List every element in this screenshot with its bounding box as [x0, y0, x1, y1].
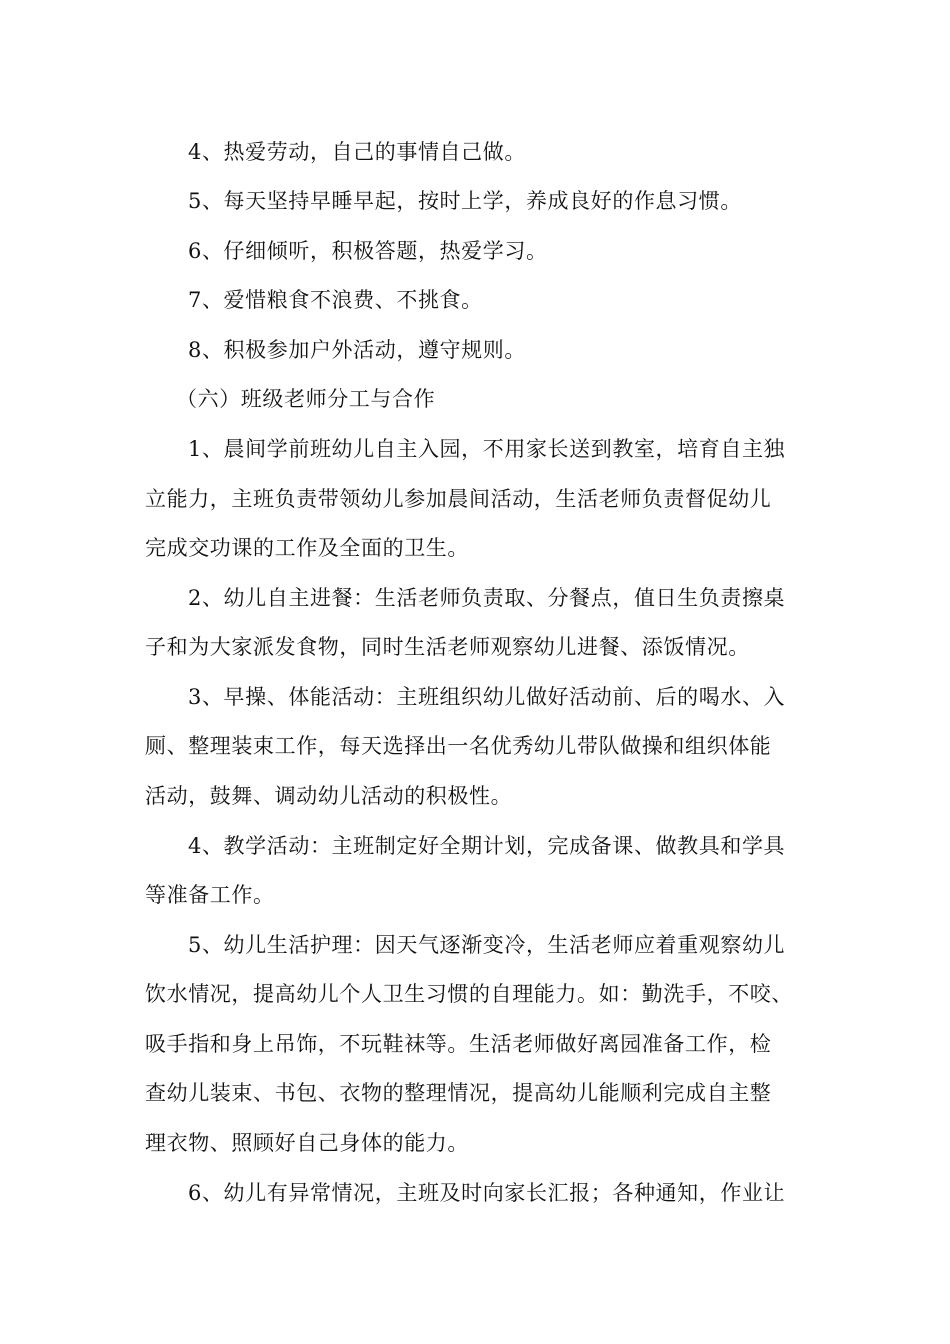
text-line: 完成交功课的工作及全面的卫生。 — [145, 536, 469, 560]
text-line: 3、早操、体能活动：主班组织幼儿做好活动前、后的喝水、入 — [188, 685, 786, 709]
text-line: 5、每天坚持早睡早起，按时上学，养成良好的作息习惯。 — [188, 189, 742, 213]
text-line: 4、热爱劳动，自己的事情自己做。 — [188, 140, 526, 164]
text-line: 活动，鼓舞、调动幼儿活动的积极性。 — [145, 784, 513, 808]
text-line: 吸手指和身上吊饰，不玩鞋袜等。生活老师做好离园准备工作，检 — [145, 1032, 772, 1056]
text-line: 饮水情况，提高幼儿个人卫生习惯的自理能力。如：勤洗手，不咬、 — [145, 982, 793, 1006]
text-line: 4、教学活动：主班制定好全期计划，完成备课、做教具和学具 — [188, 834, 786, 858]
text-line: 子和为大家派发食物，同时生活老师观察幼儿进餐、添饭情况。 — [145, 635, 750, 659]
text-line: 6、幼儿有异常情况，主班及时向家长汇报；各种通知，作业让 — [188, 1181, 786, 1205]
text-line: 6、仔细倾听，积极答题，热爱学习。 — [188, 239, 548, 263]
section-heading: （六）班级老师分工与合作 — [176, 387, 436, 411]
text-line: 5、幼儿生活护理：因天气逐渐变冷，生活老师应着重观察幼儿 — [188, 933, 786, 957]
text-line: 查幼儿装束、书包、衣物的整理情况，提高幼儿能顺利完成自主整 — [145, 1081, 772, 1105]
text-line: 厕、整理装束工作，每天选择出一名优秀幼儿带队做操和组织体能 — [145, 734, 772, 758]
text-line: 等准备工作。 — [145, 883, 275, 907]
text-line: 7、爱惜粮食不浪费、不挑食。 — [188, 288, 483, 312]
text-line: 8、积极参加户外活动，遵守规则。 — [188, 338, 526, 362]
text-line: 立能力，主班负责带领幼儿参加晨间活动，生活老师负责督促幼儿 — [145, 487, 772, 511]
text-line: 2、幼儿自主进餐：生活老师负责取、分餐点，值日生负责擦桌 — [188, 586, 786, 610]
text-line: 1、晨间学前班幼儿自主入园，不用家长送到教室，培育自主独 — [188, 437, 786, 461]
text-line: 理衣物、照顾好自己身体的能力。 — [145, 1131, 469, 1155]
